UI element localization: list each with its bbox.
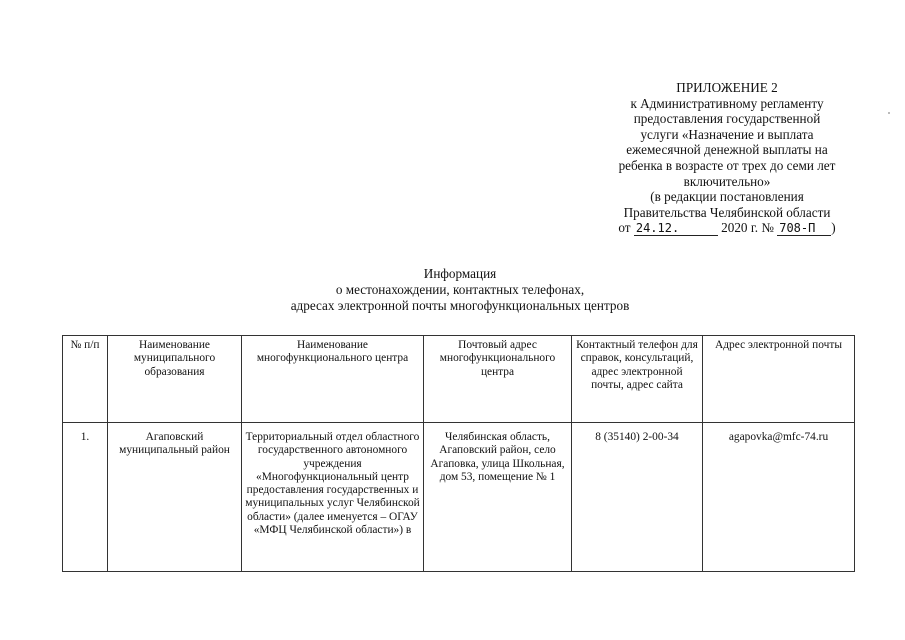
col-header-num: № п/п [63,336,108,423]
cell-phone: 8 (35140) 2-00-34 [572,423,703,572]
appendix-line: к Административному регламенту [630,95,824,111]
appendix-title: ПРИЛОЖЕНИЕ 2 [676,80,778,95]
appendix-line: ежемесячной денежной выплаты на [626,142,828,158]
appendix-line: услуги «Назначение и выплата [640,126,814,142]
cell-address: Челябинская область, Агаповский район, село Агаповка, улица Школьная, дом 53, помещение № 1 [424,423,572,572]
closing-paren: ) [831,220,836,236]
heading-line: Информация [423,266,497,281]
table-row [63,423,855,572]
col-header-email: Адрес электронной почты [703,336,855,423]
appendix-line: предоставления государственной [633,111,821,127]
cell-center: Территориальный отдел областного государственного автономного учреждения «Многофункциональный центр предоставления государственных и муниципальных услуг Челябинской области» (далее именуется – ОГАУ «МФЦ Челябинской области») в [242,423,424,572]
resolution-date: 24.12. [634,222,718,236]
col-header-center: Наименование многофункционального центра [242,336,424,423]
cell-email: agapovka@mfc-74.ru [703,423,855,572]
resolution-number: 708-П [777,222,831,236]
heading-line: адресах электронной почты многофункциональных центров [290,297,630,313]
resolution-date-line [596,220,858,236]
appendix-block [596,80,858,236]
appendix-line: Правительства Челябинской области [623,204,831,220]
cell-num: 1. [63,423,108,572]
document-heading [230,266,690,313]
year-text: 2020 г. № [721,220,774,236]
heading-line: о местонахождении, контактных телефонах, [335,281,585,297]
col-header-municipality: Наименование муниципального образования [108,336,242,423]
from-word: от [618,220,631,236]
mfc-info-table [62,335,855,572]
col-header-address: Почтовый адрес многофункционального центра [424,336,572,423]
col-header-phone: Контактный телефон для справок, консультаций, адрес электронной почты, адрес сайта [572,336,703,423]
cell-municipality: Агаповский муниципальный район [108,423,242,572]
table-header-row [63,336,855,423]
appendix-line: (в редакции постановления [650,189,804,205]
appendix-line: включительно» [683,173,771,189]
scan-speck [888,112,890,114]
appendix-line: ребенка в возрасте от трех до семи лет [618,157,836,173]
